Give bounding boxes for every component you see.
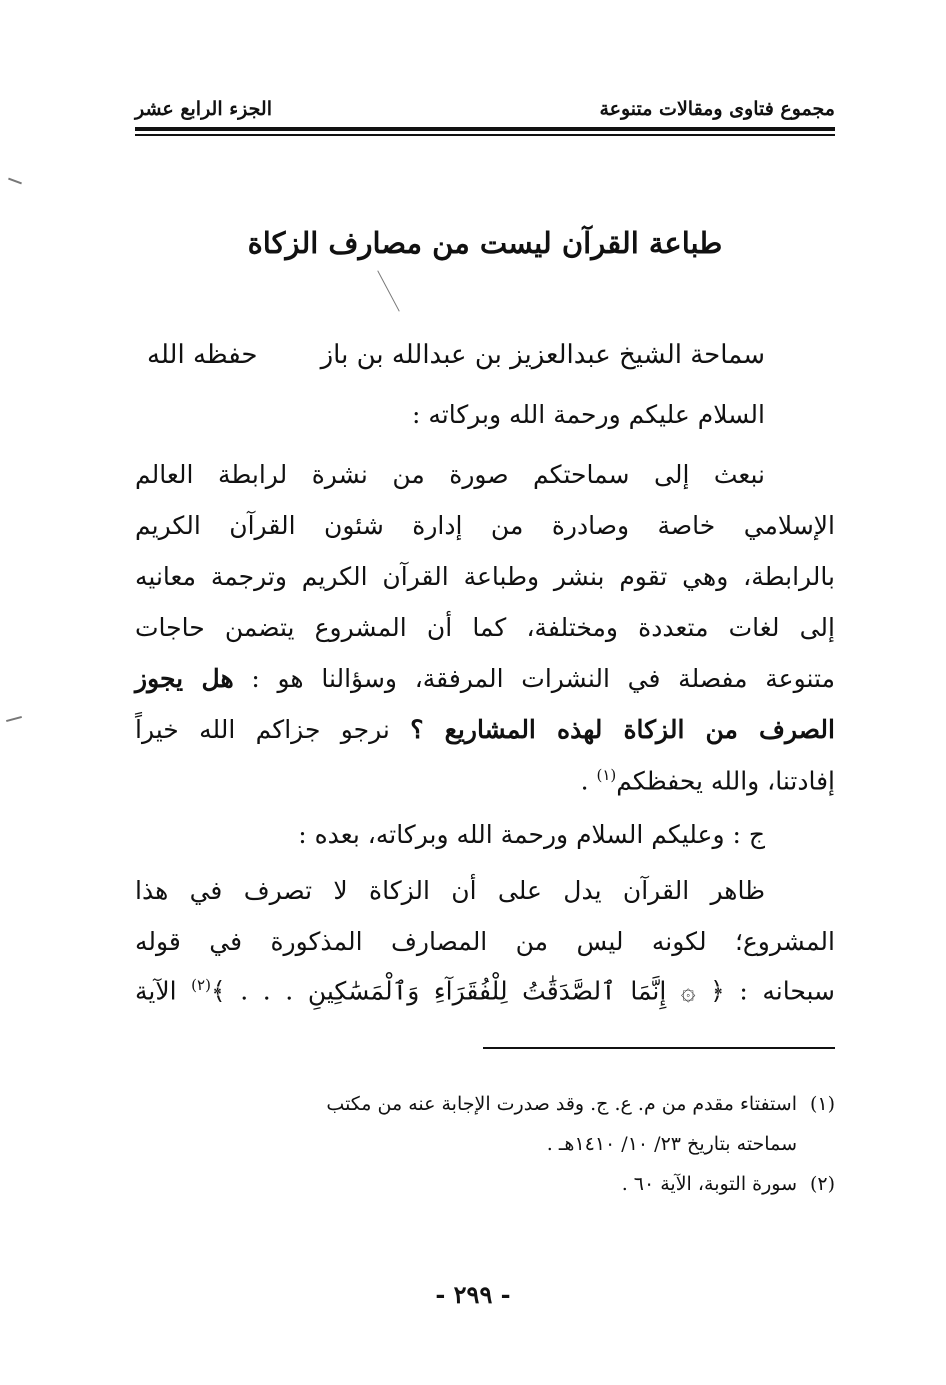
addressee-honorific: حفظه الله [147, 340, 258, 370]
article-title: طباعة القرآن ليست من مصارف الزكاة [247, 226, 723, 260]
question-line-4: إلى لغات متعددة ومختلفة، كما أن المشروع يتضمن حاجات [135, 613, 835, 642]
greeting: السلام عليكم ورحمة الله وبركاته : [411, 400, 765, 429]
question-line-1: نبعث إلى سماحتكم صورة من نشرة لرابطة العالم [135, 460, 765, 489]
footnote-1-number: (١) [809, 1093, 835, 1115]
question-line-3: بالرابطة، وهي تقوم بنشر وطباعة القرآن الكريم وترجمة معانيه [135, 562, 835, 591]
answer-opening: ج : وعليكم السلام ورحمة الله وبركاته، بعده : [298, 820, 765, 849]
page-number: - ٢٩٩ - [435, 1280, 511, 1309]
footnote-1-cont: سماحته بتاريخ ٢٣/ ١٠/ ١٤١٠هـ . [546, 1133, 797, 1155]
question-line-6-text: نرجو جزاكم الله خيراً [135, 715, 390, 744]
footnote-2 [135, 1173, 835, 1195]
footnote-ref-2[interactable]: (٢) [191, 976, 211, 994]
question-line-7 [135, 766, 835, 795]
question-emphasis: هل يجوز [135, 664, 234, 693]
answer-line-2: المشروع؛ لكونه ليس من المصارف المذكورة في قوله [135, 927, 835, 956]
answer-line-3 [135, 976, 835, 1005]
footnote-ref-1[interactable]: (١) [596, 766, 617, 784]
addressee-line [135, 340, 835, 380]
question-line-6 [135, 715, 835, 744]
question-emphasis-cont: الصرف من الزكاة لهذه المشاريع ؟ [410, 715, 835, 744]
footnote-separator [483, 1047, 835, 1049]
header-rule-thin [135, 134, 835, 136]
scan-artifact [6, 716, 22, 722]
book-title: مجموع فتاوى ومقالات متنوعة [599, 98, 835, 120]
question-line-7-end: . [580, 766, 597, 796]
addressee-name: سماحة الشيخ عبدالعزيز بن عبدالله بن باز [320, 340, 765, 370]
question-line-2: الإسلامي خاصة وصادرة من إدارة شئون القرآن الكريم [135, 511, 835, 540]
answer-line-3-end: الآية [135, 976, 192, 1006]
answer-line-1: ظاهر القرآن يدل على أن الزكاة لا تصرف في هذا [135, 876, 765, 905]
question-line-5-text: متنوعة مفصلة في النشرات المرفقة، وسؤالنا هو : [251, 664, 835, 693]
running-header [135, 96, 835, 126]
header-rule-thick [135, 127, 835, 131]
footnote-2-number: (٢) [809, 1173, 835, 1195]
scan-artifact [377, 270, 399, 311]
footnote-1-line-1: استفتاء مقدم من م. ع. ج. وقد صدرت الإجابة عنه من مكتب [326, 1093, 797, 1115]
footnote-2-line-1: سورة التوبة، الآية ٦٠ . [621, 1173, 797, 1195]
question-line-7-text: إفادتنا، والله يحفظكم [616, 766, 835, 796]
volume-label: الجزء الرابع عشر [135, 98, 272, 120]
footnote-1 [135, 1093, 835, 1115]
scan-artifact [8, 178, 22, 185]
quran-quote: سبحانه : ﴿ ۞ إِنَّمَا ٱلصَّدَقَٰتُ لِلْفُقَرَآءِ وَٱلْمَسَٰكِينِ . . . ﴾ [210, 976, 835, 1006]
question-line-5 [135, 664, 835, 693]
